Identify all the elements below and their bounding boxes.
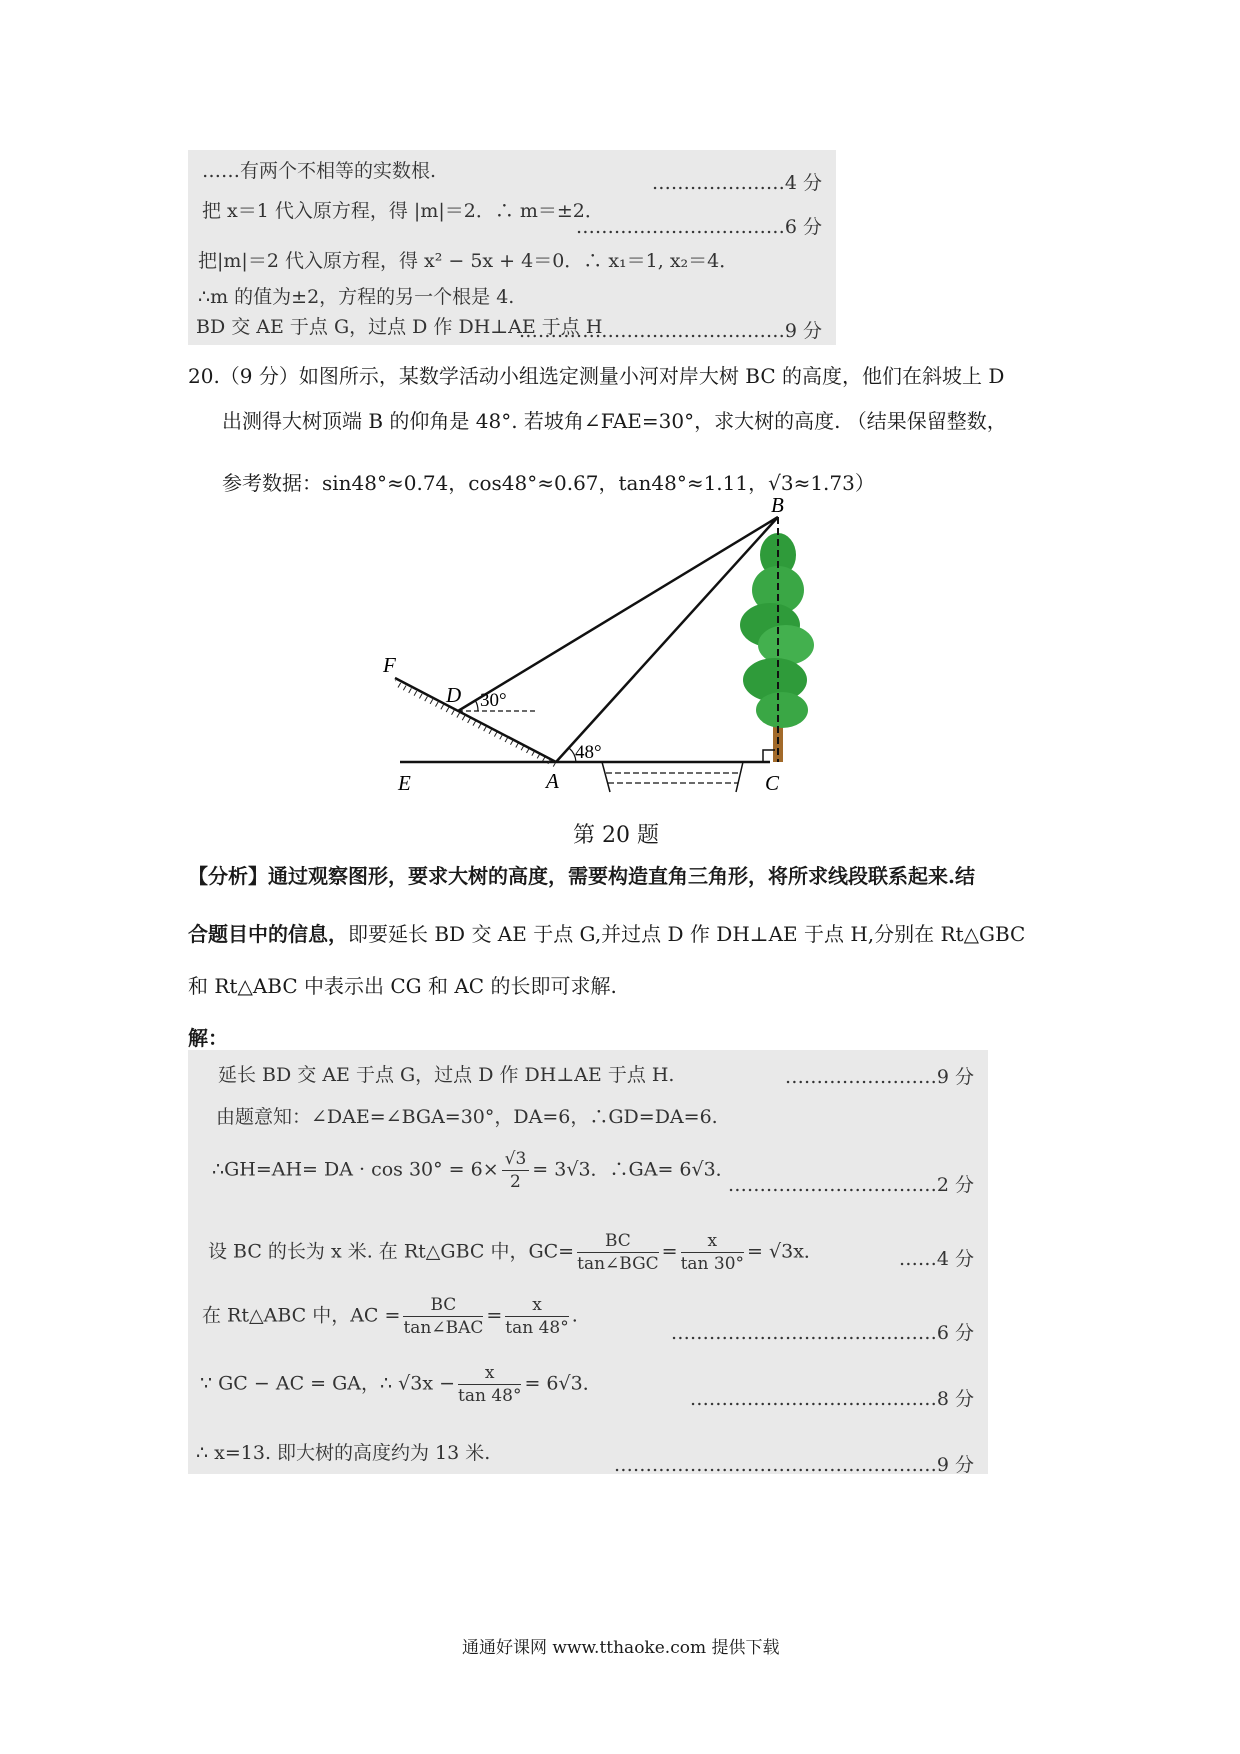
slope-hatch	[395, 680, 556, 768]
sol-line-2: 由题意知：∠DAE=∠BGA=30°，DA=6，∴GD=DA=6.	[216, 1106, 718, 1128]
label-E: E	[398, 771, 411, 795]
photo-line-5: BD 交 AE 于点 G，过点 D 作 DH⊥AE 于点 H	[196, 316, 603, 338]
sol-line-3: ∴GH=AH= DA · cos 30° = 6× $\frac{√3}{2}$ = 3√3．∴GA= 6√3．	[212, 1149, 735, 1192]
sol-line-4: 设 BC 的长为 x 米. 在 Rt△GBC 中，GC= $\frac{BC}{\text{tan∠BGC}}$ = $\frac{x}{\tan 30^\circ}$ = √3x．	[208, 1231, 823, 1274]
top-answer-photo	[188, 150, 836, 345]
label-D: D	[446, 683, 462, 707]
figure-caption: 第 20 题	[573, 823, 659, 848]
slope-line	[395, 678, 556, 762]
analysis-bold-1: 通过观察图形，要求大树的高度，需要构造直角三角形，将所求线段联系起来.结	[268, 864, 975, 888]
solution-label: 解：	[188, 1026, 228, 1050]
line-AB	[556, 517, 778, 762]
question-line-1: 20.（9 分）如图所示，某数学活动小组选定测量小河对岸大树 BC 的高度，他们在斜坡上 D	[188, 364, 1005, 388]
photo-line-1: ……有两个不相等的实数根.	[202, 160, 437, 182]
analysis-line-3: 和 Rt△ABC 中表示出 CG 和 AC 的长即可求解.	[188, 974, 617, 998]
photo-line-3: 把|m|＝2 代入原方程，得 x² − 5x + 4＝0．∴ x₁＝1, x₂＝4．	[198, 250, 739, 272]
angle-label-30: 30°	[480, 690, 507, 711]
angle-arc-d	[475, 700, 478, 711]
sol-line-7: ∴ x=13. 即大树的高度约为 13 米.	[196, 1442, 491, 1464]
analysis-rest-2: 即要延长 BD 交 AE 于点 G,并过点 D 作 DH⊥AE 于点 H,分别在 Rt△GBC	[348, 922, 1026, 946]
footer-text: 通通好课网 www.tthaoke.com 提供下载	[462, 1638, 780, 1658]
photo-score-2: ……………………………6 分	[575, 216, 822, 238]
photo-score-5: ……………………………………9 分	[518, 320, 822, 342]
sol-score-1: ……………………9 分	[784, 1066, 974, 1088]
analysis-line-2	[188, 918, 1025, 947]
analysis-line-1	[188, 860, 975, 889]
angle-label-48: 48°	[575, 742, 602, 763]
photo-score-1: …………………4 分	[651, 172, 822, 194]
photo-line-2: 把 x＝1 代入原方程，得 |m|＝2．∴ m＝±2．	[202, 200, 604, 222]
sol-score-4: ……4 分	[898, 1248, 974, 1270]
tree-icon	[740, 517, 814, 762]
sol-line-5: 在 Rt△ABC 中，AC = $\frac{BC}{\text{tan∠BAC}}$ = $\frac{x}{\tan 48^\circ}$ .	[202, 1295, 578, 1338]
sol-score-3: ……………………………2 分	[727, 1174, 974, 1196]
line-DB	[458, 517, 778, 711]
label-C: C	[765, 771, 780, 795]
sol-score-7: ……………………………………………9 分	[613, 1454, 974, 1474]
question-figure	[370, 495, 850, 805]
question-line-2: 出测得大树顶端 B 的仰角是 48°. 若坡角∠FAE=30°，求大树的高度. （结果保留整数，	[222, 409, 1007, 433]
label-F: F	[383, 653, 396, 677]
label-A: A	[546, 769, 559, 793]
photo-line-4: ∴m 的值为±2，方程的另一个根是 4.	[198, 286, 515, 308]
analysis-head: 【分析】	[188, 864, 268, 888]
sol-score-6: …………………………………8 分	[689, 1388, 974, 1410]
sol-line-6: ∵ GC − AC = GA，∴ √3x − $\frac{x}{\tan 48^\circ}$ = 6√3．	[200, 1363, 602, 1406]
analysis-bold-2: 合题目中的信息，	[188, 922, 348, 946]
question-line-3: 参考数据：sin48°≈0.74，cos48°≈0.67，tan48°≈1.11，√3≈1.73）	[222, 471, 875, 495]
sol-score-5: ……………………………………6 分	[670, 1322, 974, 1344]
label-B: B	[771, 495, 784, 517]
river-symbol	[602, 762, 743, 792]
solution-photo	[188, 1050, 988, 1474]
sol-line-1: 延长 BD 交 AE 于点 G，过点 D 作 DH⊥AE 于点 H.	[218, 1064, 675, 1086]
